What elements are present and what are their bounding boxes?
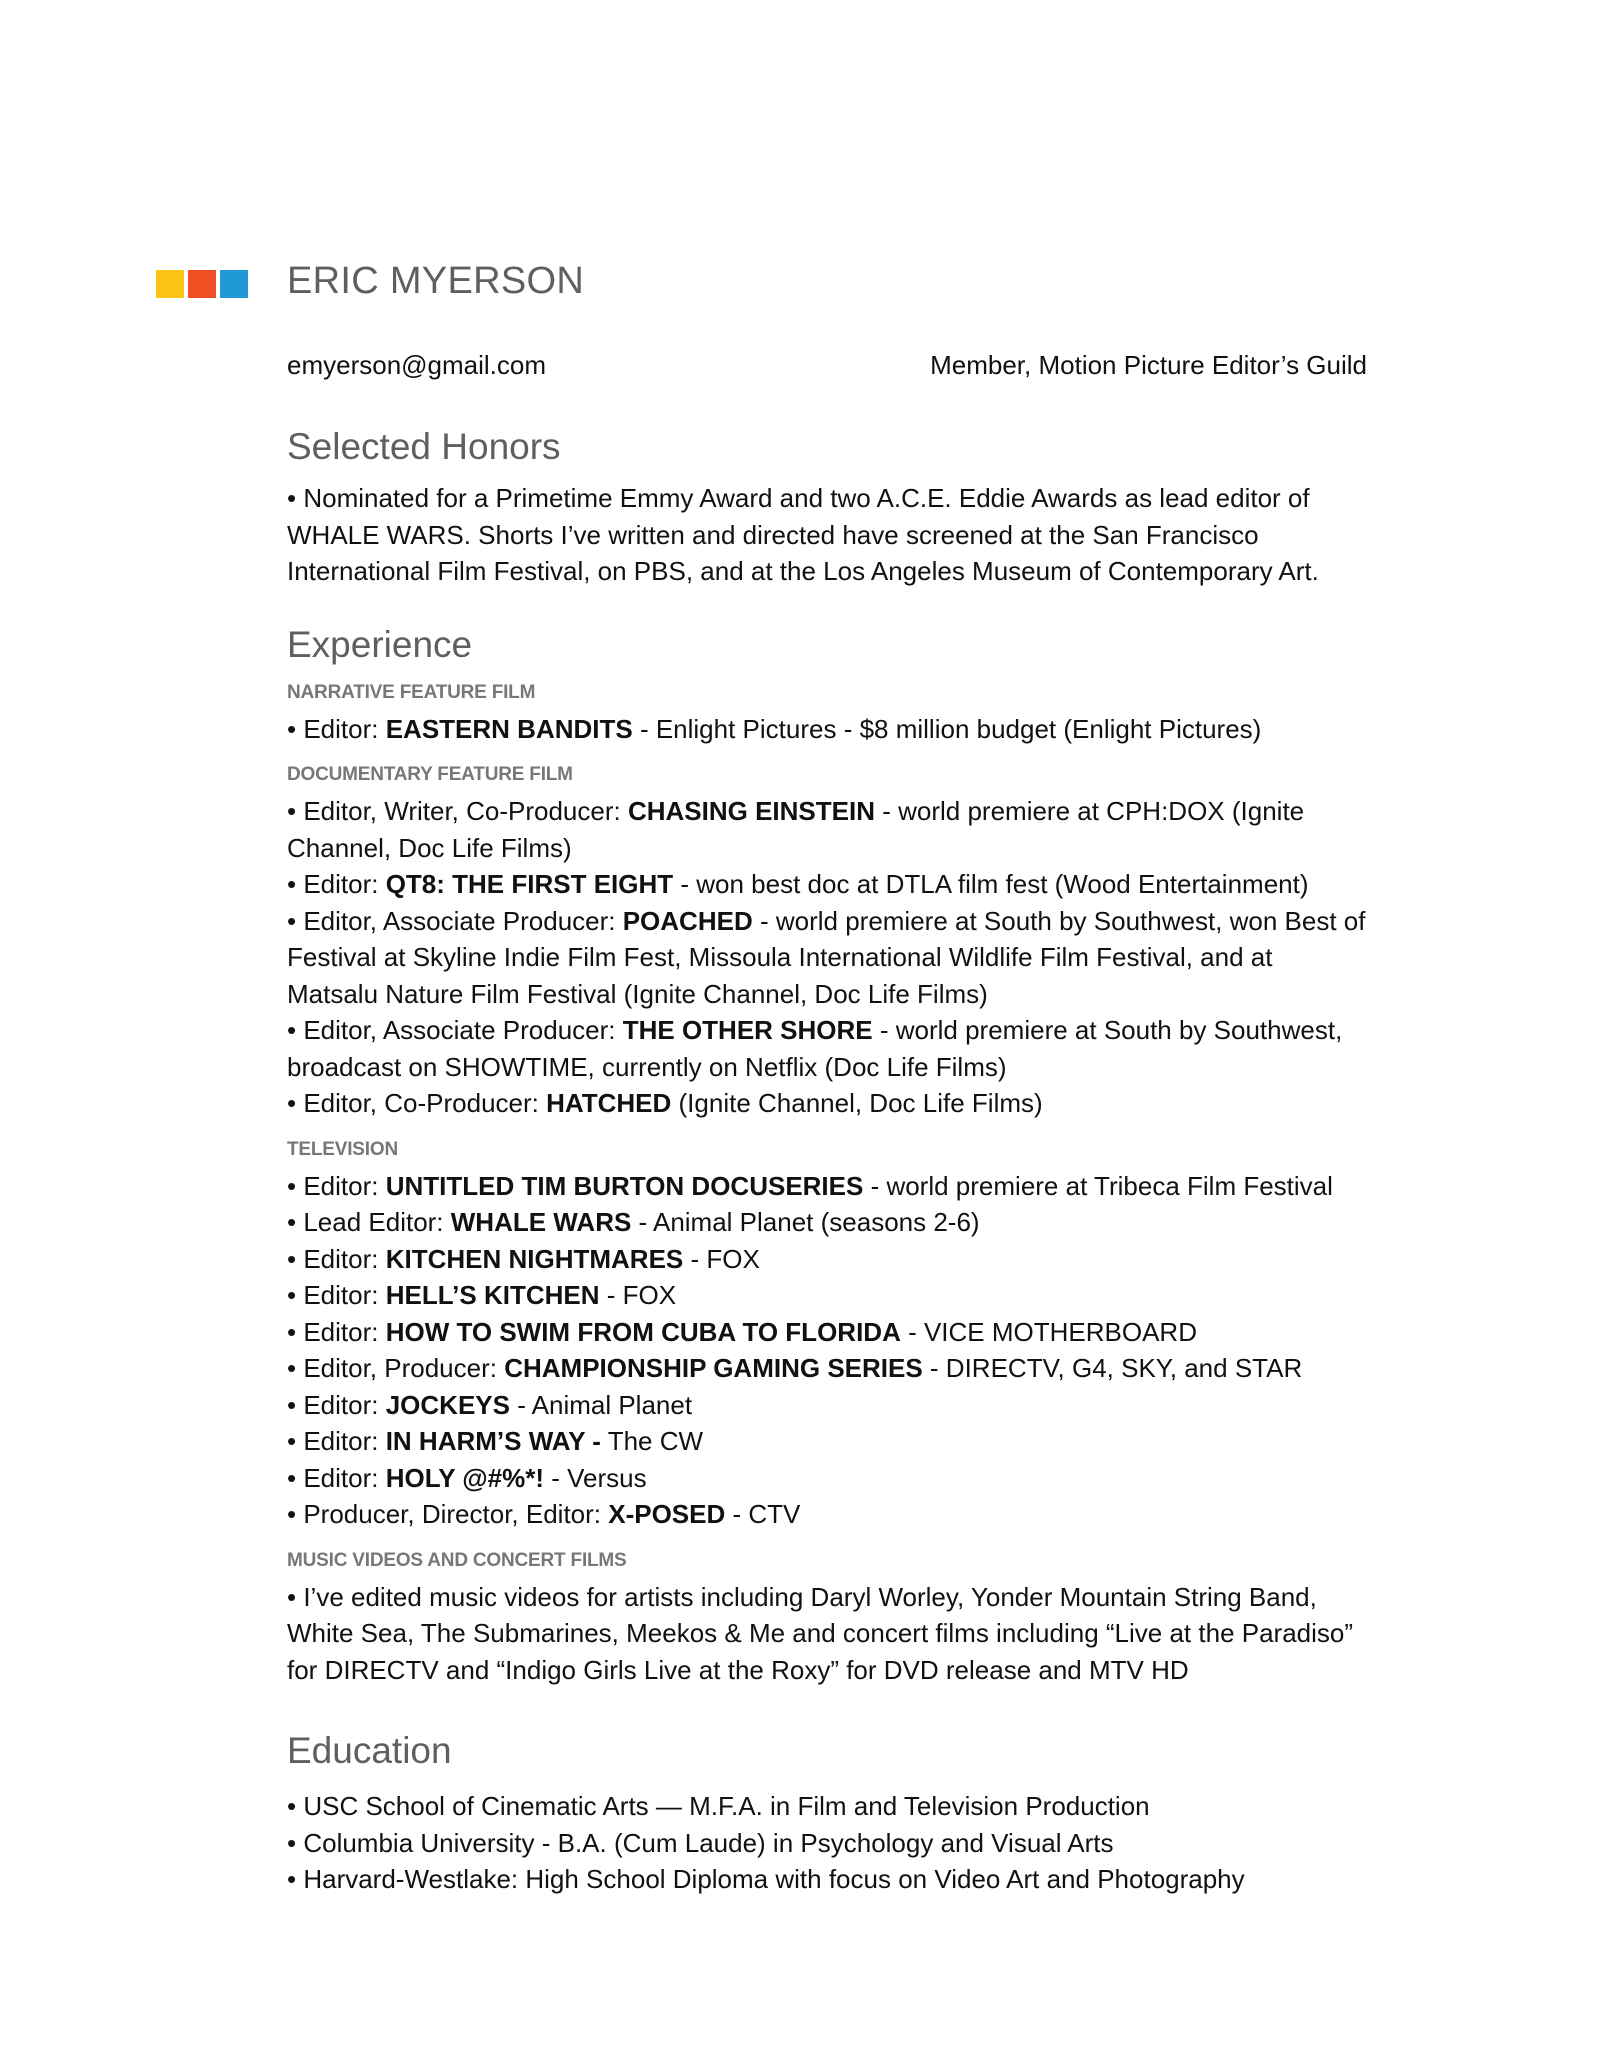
resume-name: ERIC MYERSON — [287, 260, 585, 302]
credit-title: IN HARM’S WAY - — [385, 1426, 601, 1456]
contact-line — [287, 345, 1367, 385]
narrative-list — [287, 711, 1367, 748]
credit-title: HATCHED — [546, 1088, 672, 1118]
credit-role: • Editor, Producer: — [287, 1353, 505, 1383]
credit-item — [287, 793, 1367, 866]
credit-details: The CW — [600, 1426, 704, 1456]
credit-item — [287, 1277, 1367, 1314]
credit-item — [287, 866, 1367, 903]
credit-title: X-POSED — [608, 1499, 726, 1529]
credit-title: QT8: THE FIRST EIGHT — [385, 869, 674, 899]
credit-title: POACHED — [622, 905, 753, 936]
credit-item — [287, 903, 1367, 1013]
documentary-list — [287, 793, 1367, 1122]
section-heading-honors: Selected Honors — [287, 426, 561, 467]
credit-details: - Enlight Pictures - $8 million budget (Enlight Pictures) — [632, 713, 1262, 744]
music-text: • I’ve edited music videos for artists including Daryl Worley, Yonder Mountain String Band, White Sea, The Submarines, Meekos & Me and concert films including “Live at the Paradiso” for DIRECTV and “Indigo Girls Live at the Roxy” for DVD release and MTV HD — [287, 1581, 1354, 1685]
credit-details: - won best doc at DTLA film fest (Wood Entertainment) — [673, 869, 1309, 899]
credit-item — [287, 1460, 1367, 1497]
credit-role: • Lead Editor: — [287, 1207, 451, 1237]
credit-title: THE OTHER SHORE — [622, 1015, 873, 1045]
credit-title: CHAMPIONSHIP GAMING SERIES — [504, 1353, 923, 1383]
television-list — [287, 1168, 1367, 1533]
credit-title: HOLY @#%*! — [385, 1462, 545, 1493]
credit-item — [287, 1241, 1367, 1278]
subheading-music: MUSIC VIDEOS AND CONCERT FILMS — [287, 1549, 627, 1571]
credit-item — [287, 1350, 1367, 1387]
credit-details: - Animal Planet (seasons 2-6) — [631, 1207, 980, 1237]
credit-details: - world premiere at Tribeca Film Festival — [863, 1170, 1333, 1201]
credit-role: • Producer, Director, Editor: — [287, 1499, 609, 1529]
logo-square-yellow — [156, 270, 184, 298]
credit-role: • Editor: — [287, 869, 386, 899]
credit-details: - world premiere at South by Southwest, won Best of Festival at Skyline Indie Film Fest, Missoula International Wildlife Film Festival, and at Matsalu Nature Film Festival (Ignite Channel, Doc Life Films) — [287, 905, 1366, 1009]
credit-item — [287, 1204, 1367, 1241]
honors-text: • Nominated for a Primetime Emmy Award and two A.C.E. Eddie Awards as lead editor of WHALE WARS. Shorts I’ve written and directed have screened at the San Francisco International Film Festival, on PBS, and at the Los Angeles Museum of Contemporary Art. — [287, 483, 1319, 586]
credit-item — [287, 711, 1367, 748]
credit-details: - world premiere at South by Southwest, broadcast on SHOWTIME, currently on Netflix (Doc Life Films) — [287, 1015, 1343, 1082]
credit-title: JOCKEYS — [385, 1389, 510, 1420]
credit-details: - VICE MOTHERBOARD — [900, 1316, 1197, 1347]
credit-role: • Editor, Writer, Co-Producer: — [287, 796, 628, 826]
credit-role: • Editor: — [287, 1316, 386, 1347]
guild-membership: Member, Motion Picture Editor’s Guild — [930, 350, 1367, 380]
credit-role: • Editor: — [287, 1280, 386, 1310]
logo-square-blue — [220, 270, 248, 298]
credit-item — [287, 1387, 1367, 1424]
credit-role: • Editor, Co-Producer: — [287, 1088, 547, 1118]
credit-details: - Versus — [544, 1462, 647, 1493]
credit-item — [287, 1423, 1367, 1460]
credit-role: • Editor: — [287, 1426, 386, 1456]
credit-details: - FOX — [683, 1243, 760, 1274]
credit-item — [287, 1496, 1367, 1533]
subheading-television: TELEVISION — [287, 1138, 398, 1160]
credit-item — [287, 1085, 1367, 1122]
credit-role: • Editor: — [287, 1170, 386, 1201]
email: emyerson@gmail.com — [287, 350, 547, 380]
credit-title: UNTITLED TIM BURTON DOCUSERIES — [385, 1170, 864, 1201]
credit-details: - world premiere at CPH:DOX (Ignite Channel, Doc Life Films) — [287, 796, 1305, 863]
education-item: • Columbia University - B.A. (Cum Laude) in Psychology and Visual Arts — [287, 1827, 1114, 1858]
credit-title: EASTERN BANDITS — [385, 713, 633, 744]
credit-title: HELL’S KITCHEN — [385, 1280, 600, 1310]
credit-role: • Editor: — [287, 1462, 386, 1493]
credit-item — [287, 1314, 1367, 1351]
section-heading-education: Education — [287, 1730, 452, 1771]
credit-role: • Editor, Associate Producer: — [287, 905, 623, 936]
credit-title: WHALE WARS — [450, 1207, 632, 1237]
section-heading-experience: Experience — [287, 623, 473, 665]
credit-details: - Animal Planet — [509, 1389, 693, 1420]
logo-square-red — [188, 270, 216, 298]
education-item: • USC School of Cinematic Arts — M.F.A. in Film and Television Production — [287, 1791, 1150, 1821]
credit-details: - DIRECTV, G4, SKY, and STAR — [922, 1353, 1303, 1383]
education-item: • Harvard-Westlake: High School Diploma with focus on Video Art and Photography — [287, 1864, 1245, 1894]
subheading-documentary: DOCUMENTARY FEATURE FILM — [287, 764, 573, 785]
credit-details: - FOX — [599, 1280, 677, 1310]
credit-role: • Editor: — [287, 1389, 386, 1420]
credit-title: HOW TO SWIM FROM CUBA TO FLORIDA — [385, 1316, 901, 1347]
credit-title: KITCHEN NIGHTMARES — [385, 1243, 684, 1274]
credit-details: (Ignite Channel, Doc Life Films) — [671, 1088, 1043, 1118]
credit-role: • Editor: — [287, 1243, 386, 1274]
logo-color-squares — [156, 270, 248, 298]
credit-details: - CTV — [725, 1499, 801, 1529]
credit-role: • Editor: — [287, 713, 386, 744]
credit-item — [287, 1012, 1367, 1085]
education-list — [287, 1788, 1367, 1898]
credit-item — [287, 1168, 1367, 1205]
resume-content — [287, 345, 1367, 1898]
credit-role: • Editor, Associate Producer: — [287, 1015, 623, 1045]
credit-title: CHASING EINSTEIN — [627, 796, 875, 826]
subheading-narrative: NARRATIVE FEATURE FILM — [287, 681, 536, 703]
